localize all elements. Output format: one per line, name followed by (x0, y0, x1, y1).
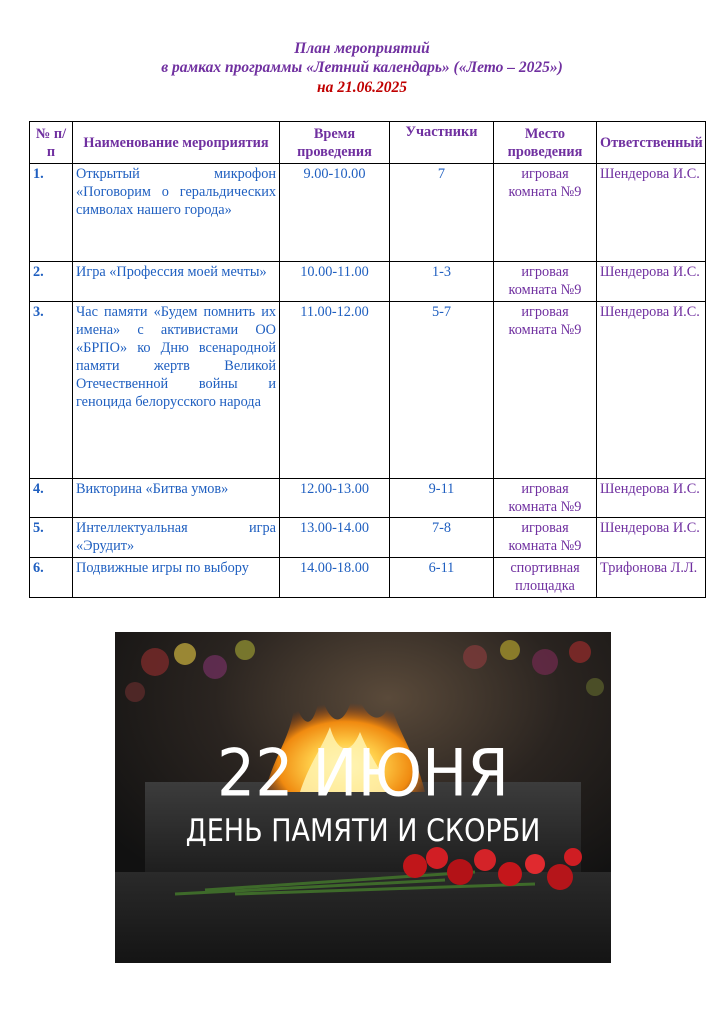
event-name: Подвижные игры по выбору (73, 558, 280, 598)
row-number: 3. (30, 302, 73, 479)
banner-headline: 22 ИЮНЯ (217, 736, 509, 812)
page-title: План мероприятий (294, 40, 430, 57)
row-number: 1. (30, 164, 73, 262)
event-participants: 5-7 (390, 302, 494, 479)
event-responsible: Шендерова И.С. (597, 164, 706, 262)
event-place: спортивная площадка (494, 558, 597, 598)
event-place: игровая комната №9 (494, 479, 597, 518)
event-participants: 7-8 (390, 518, 494, 558)
table-row (30, 479, 706, 518)
event-responsible: Трифонова Л.Л. (597, 558, 706, 598)
event-time: 9.00-10.00 (280, 164, 390, 262)
event-responsible: Шендерова И.С. (597, 302, 706, 479)
banner-subline: ДЕНЬ ПАМЯТИ И СКОРБИ (185, 813, 541, 850)
event-place: игровая комната №9 (494, 302, 597, 479)
table-row (30, 302, 706, 479)
event-responsible: Шендерова И.С. (597, 262, 706, 302)
event-name: Игра «Профессия моей мечты» (73, 262, 280, 302)
event-participants: 1-3 (390, 262, 494, 302)
event-name: Интеллектуальная игра «Эрудит» (73, 518, 280, 558)
event-time: 11.00-12.00 (280, 302, 390, 479)
table-header-row (30, 122, 706, 164)
col-header-participants: Участники (390, 122, 494, 164)
event-responsible: Шендерова И.С. (597, 518, 706, 558)
event-date: на 21.06.2025 (317, 79, 407, 96)
event-time: 14.00-18.00 (280, 558, 390, 598)
memorial-banner (115, 632, 611, 963)
row-number: 2. (30, 262, 73, 302)
event-responsible: Шендерова И.С. (597, 479, 706, 518)
col-header-responsible: Ответственный (597, 122, 706, 164)
event-time: 12.00-13.00 (280, 479, 390, 518)
event-time: 10.00-11.00 (280, 262, 390, 302)
program-subtitle: в рамках программы «Летний календарь» («Лето – 2025») (161, 59, 563, 76)
col-header-num: № п/п (30, 122, 73, 164)
table-row (30, 518, 706, 558)
table-row (30, 558, 706, 598)
col-header-name: Наименование мероприятия (73, 122, 280, 164)
event-name: Открытый микрофон «Поговорим о геральдических символах нашего города» (73, 164, 280, 262)
row-number: 4. (30, 479, 73, 518)
event-place: игровая комната №9 (494, 262, 597, 302)
col-header-time: Время проведения (280, 122, 390, 164)
event-name: Час памяти «Будем помнить их имена» с активистами ОО «БРПО» ко Дню всенародной памяти жертв Великой Отечественной войны и геноцида белорусского народа (73, 302, 280, 479)
event-name: Викторина «Битва умов» (73, 479, 280, 518)
event-place: игровая комната №9 (494, 518, 597, 558)
row-number: 6. (30, 558, 73, 598)
event-place: игровая комната №9 (494, 164, 597, 262)
events-table (29, 121, 706, 598)
event-participants: 6-11 (390, 558, 494, 598)
col-header-place: Место проведения (494, 122, 597, 164)
event-participants: 7 (390, 164, 494, 262)
table-row (30, 262, 706, 302)
table-row (30, 164, 706, 262)
event-time: 13.00-14.00 (280, 518, 390, 558)
event-participants: 9-11 (390, 479, 494, 518)
row-number: 5. (30, 518, 73, 558)
